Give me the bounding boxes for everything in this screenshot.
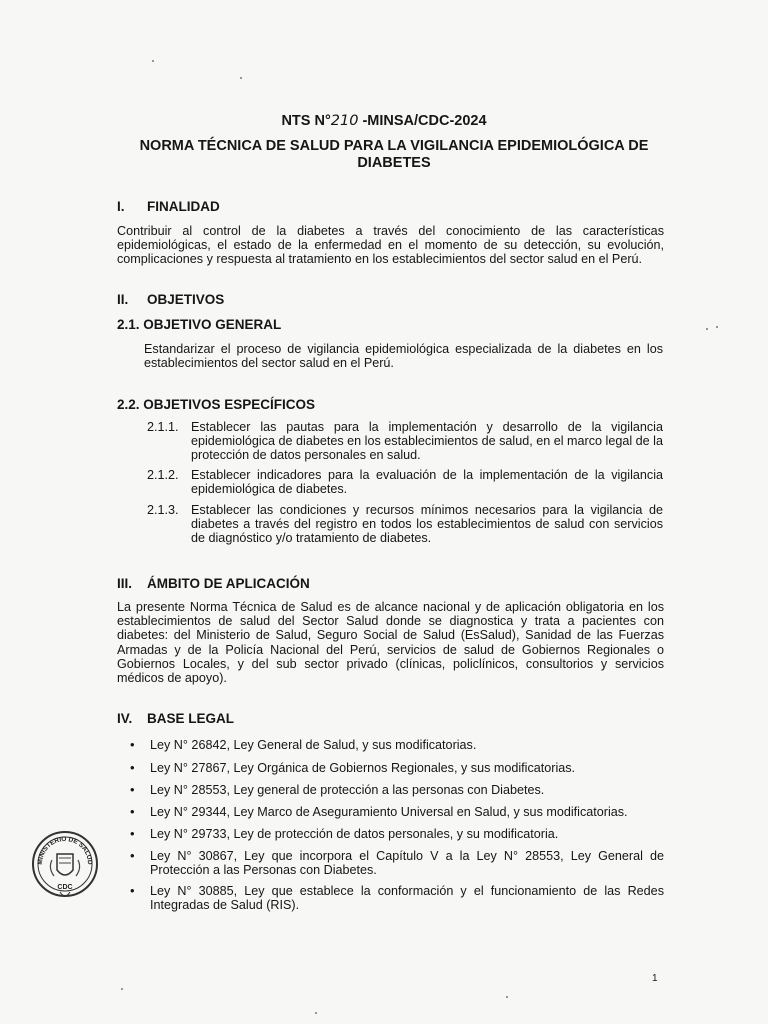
scan-speck — [716, 326, 718, 328]
section-heading-base-legal — [117, 711, 234, 726]
legal-bullet — [130, 827, 664, 841]
legal-bullet — [130, 805, 664, 819]
legal-bullet-text: Ley N° 27867, Ley Orgánica de Gobiernos Regionales, y sus modificatorias. — [150, 761, 576, 775]
page-number: 1 — [652, 973, 658, 984]
list-item-number: 2.1.1. — [147, 420, 179, 434]
section-number: II. — [117, 292, 129, 307]
bullet-icon: • — [130, 737, 135, 752]
legal-bullet-text: Ley N° 30885, Ley que establece la conformación y el funcionamiento de las Redes Integradas de Salud (RIS). — [150, 884, 664, 913]
bullet-icon: • — [130, 848, 135, 863]
objetivo-general-paragraph: Estandarizar el proceso de vigilancia epidemiológica especializada de la diabetes en los establecimientos del sector salud en el Perú. — [144, 342, 663, 371]
ambito-paragraph: La presente Norma Técnica de Salud es de alcance nacional y de aplicación obligatoria en los establecimientos de salud del Sector Salud donde se diagnostica y trata a pacientes con diabetes: del Ministerio de Salud, Seguro Social de Salud (EsSalud), Sanidad de las Fuerzas Armadas y de la Policía Nacional del Perú, servicios de salud de Gobiernos Regionales o Gobiernos Locales, y del sub sector privado (clínicas, policlínicos, consultorios y servicios médicos de apoyo). — [117, 600, 664, 686]
section-heading-ambito — [117, 576, 310, 591]
bullet-icon: • — [130, 826, 135, 841]
svg-text:CDC: CDC — [57, 884, 73, 891]
legal-bullet-text: Ley N° 26842, Ley General de Salud, y sus modificatorias. — [150, 738, 477, 752]
norm-code-suffix: -MINSA/CDC-2024 — [358, 113, 487, 129]
document-title: NORMA TÉCNICA DE SALUD PARA LA VIGILANCIA EPIDEMIOLÓGICA DE DIABETES — [139, 138, 649, 171]
section-heading-objetivos — [117, 292, 224, 307]
bullet-icon: • — [130, 883, 135, 898]
norm-code-number: 210 — [330, 113, 359, 129]
list-item-number: 2.1.2. — [147, 468, 179, 482]
legal-bullet-text: Ley N° 30867, Ley que incorpora el Capítulo V a la Ley N° 28553, Ley General de Protección a las Personas con Diabetes. — [150, 849, 664, 878]
legal-bullet — [130, 738, 664, 752]
legal-bullet — [130, 783, 664, 797]
list-item-text: Establecer las pautas para la implementación y desarrollo de la vigilancia epidemiológica de diabetes en los establecimientos de salud, en el marco legal de la protección de datos personales en salud. — [191, 420, 663, 463]
legal-bullet — [130, 849, 664, 877]
section-title: FINALIDAD — [147, 199, 220, 214]
section-title: ÁMBITO DE APLICACIÓN — [147, 576, 310, 591]
finalidad-paragraph: Contribuir al control de la diabetes a través del conocimiento de las características epidemiológicas, el estado de la enfermedad en el momento de su detección, su evolución, complicaciones y respuesta al tratamiento en los establecimientos del sector salud en el Perú. — [117, 224, 664, 267]
legal-bullet-text: Ley N° 29344, Ley Marco de Aseguramiento Universal en Salud, y sus modificatorias. — [150, 805, 628, 819]
scan-speck — [506, 996, 508, 998]
ministry-seal-stamp — [30, 826, 100, 900]
scan-speck — [706, 328, 708, 330]
bullet-icon: • — [130, 804, 135, 819]
legal-bullet-text: Ley N° 28553, Ley general de protección a las personas con Diabetes. — [150, 783, 545, 797]
list-item-text: Establecer indicadores para la evaluación de la implementación de la vigilancia epidemiológica de diabetes. — [191, 468, 663, 497]
list-item — [147, 420, 663, 463]
section-number: IV. — [117, 711, 133, 726]
subsection-heading-objetivo-general: 2.1. OBJETIVO GENERAL — [117, 317, 282, 332]
scan-speck — [315, 1012, 317, 1014]
bullet-icon: • — [130, 782, 135, 797]
legal-bullet — [130, 884, 664, 912]
section-title: BASE LEGAL — [147, 711, 235, 726]
legal-bullet — [130, 761, 664, 775]
section-heading-finalidad — [117, 199, 220, 214]
norm-code — [0, 113, 768, 129]
norm-code-prefix: NTS N° — [281, 113, 331, 129]
section-number: I. — [117, 199, 125, 214]
list-item — [147, 468, 663, 496]
subsection-heading-objetivos-especificos: 2.2. OBJETIVOS ESPECÍFICOS — [117, 397, 316, 412]
bullet-icon: • — [130, 760, 135, 775]
list-item-number: 2.1.3. — [147, 503, 179, 517]
list-item-text: Establecer las condiciones y recursos mínimos necesarios para la vigilancia de diabetes a través del registro en todos los establecimientos de salud con servicios de diagnóstico y/o tratamiento de diabetes. — [191, 503, 663, 546]
section-title: OBJETIVOS — [147, 292, 225, 307]
section-number: III. — [117, 576, 133, 591]
scan-speck — [240, 77, 242, 79]
legal-bullet-text: Ley N° 29733, Ley de protección de datos personales, y su modificatoria. — [150, 827, 559, 841]
scan-speck — [121, 988, 123, 990]
list-item — [147, 503, 663, 546]
svg-text:MINISTERIO DE SALUD: MINISTERIO DE SALUD — [36, 835, 94, 865]
scan-speck — [152, 60, 154, 62]
